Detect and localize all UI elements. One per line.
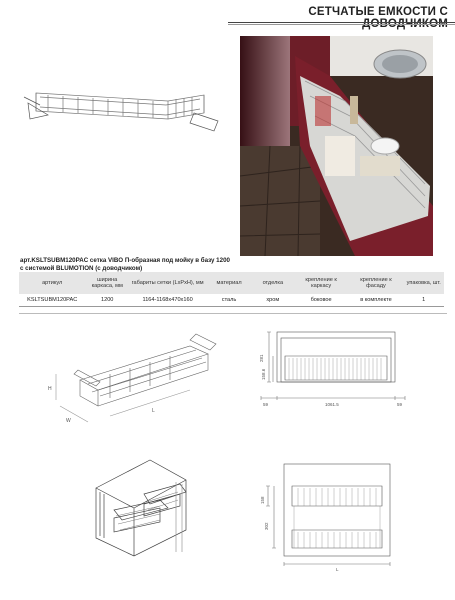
col-dimensions: габариты сетки (LxPxH), мм [129, 272, 206, 294]
isometric-drawing [40, 330, 230, 430]
header-rule-thin [228, 24, 455, 25]
cell-facade-mount: в комплекте [349, 294, 404, 307]
corner-front-elevation-drawing [250, 458, 410, 573]
front-left-offset-label: 59 [263, 402, 269, 407]
front-width-label: 1061.5 [325, 402, 339, 407]
product-caption: арт.KSLTSUBM120PAC сетка VIBO П-образная под мойку в базу 1200 с системой BLUMOTION (с доводчиком) [20, 257, 230, 272]
col-width: ширина каркаса, мм [85, 272, 129, 294]
spec-table-header-row [19, 272, 444, 294]
basket-product-illustration [18, 75, 223, 135]
iso-l-label: L [152, 408, 155, 414]
cell-finish: хром [252, 294, 294, 307]
cell-width: 1200 [85, 294, 129, 307]
page-title: СЕТЧАТЫЕ ЕМКОСТИ С [308, 6, 448, 18]
front-elevation-drawing [255, 326, 410, 416]
corner-dim-top-label: 158 [260, 496, 265, 504]
col-body-mount: крепление к каркасу [294, 272, 349, 294]
iso-h-label: H [48, 386, 52, 392]
corner-dim-bottom-label: 302 [264, 522, 269, 530]
corner-cabinet-drawing [90, 452, 200, 562]
col-finish: отделка [252, 272, 294, 294]
front-height-basket-label: 158.6 [261, 368, 266, 380]
cell-body-mount: боковое [294, 294, 349, 307]
spec-table [19, 272, 444, 307]
header-rule [228, 22, 455, 23]
col-pack: упаковка, шт. [403, 272, 444, 294]
cell-pack: 1 [403, 294, 444, 307]
col-facade-mount: крепление к фасаду [349, 272, 404, 294]
iso-w-label: W [66, 418, 71, 424]
cell-dimensions: 1164-1168х470х160 [129, 294, 206, 307]
front-height-top-label: 281 [259, 354, 264, 362]
cell-article: KSLTSUBM120PAC [19, 294, 85, 307]
section-divider [19, 313, 447, 314]
col-material: материал [206, 272, 252, 294]
col-article: артикул [19, 272, 85, 294]
kitchen-photo [240, 36, 433, 256]
front-right-offset-label: 59 [397, 402, 403, 407]
cell-material: сталь [206, 294, 252, 307]
table-row [19, 294, 444, 307]
corner-width-label: L [336, 567, 339, 572]
